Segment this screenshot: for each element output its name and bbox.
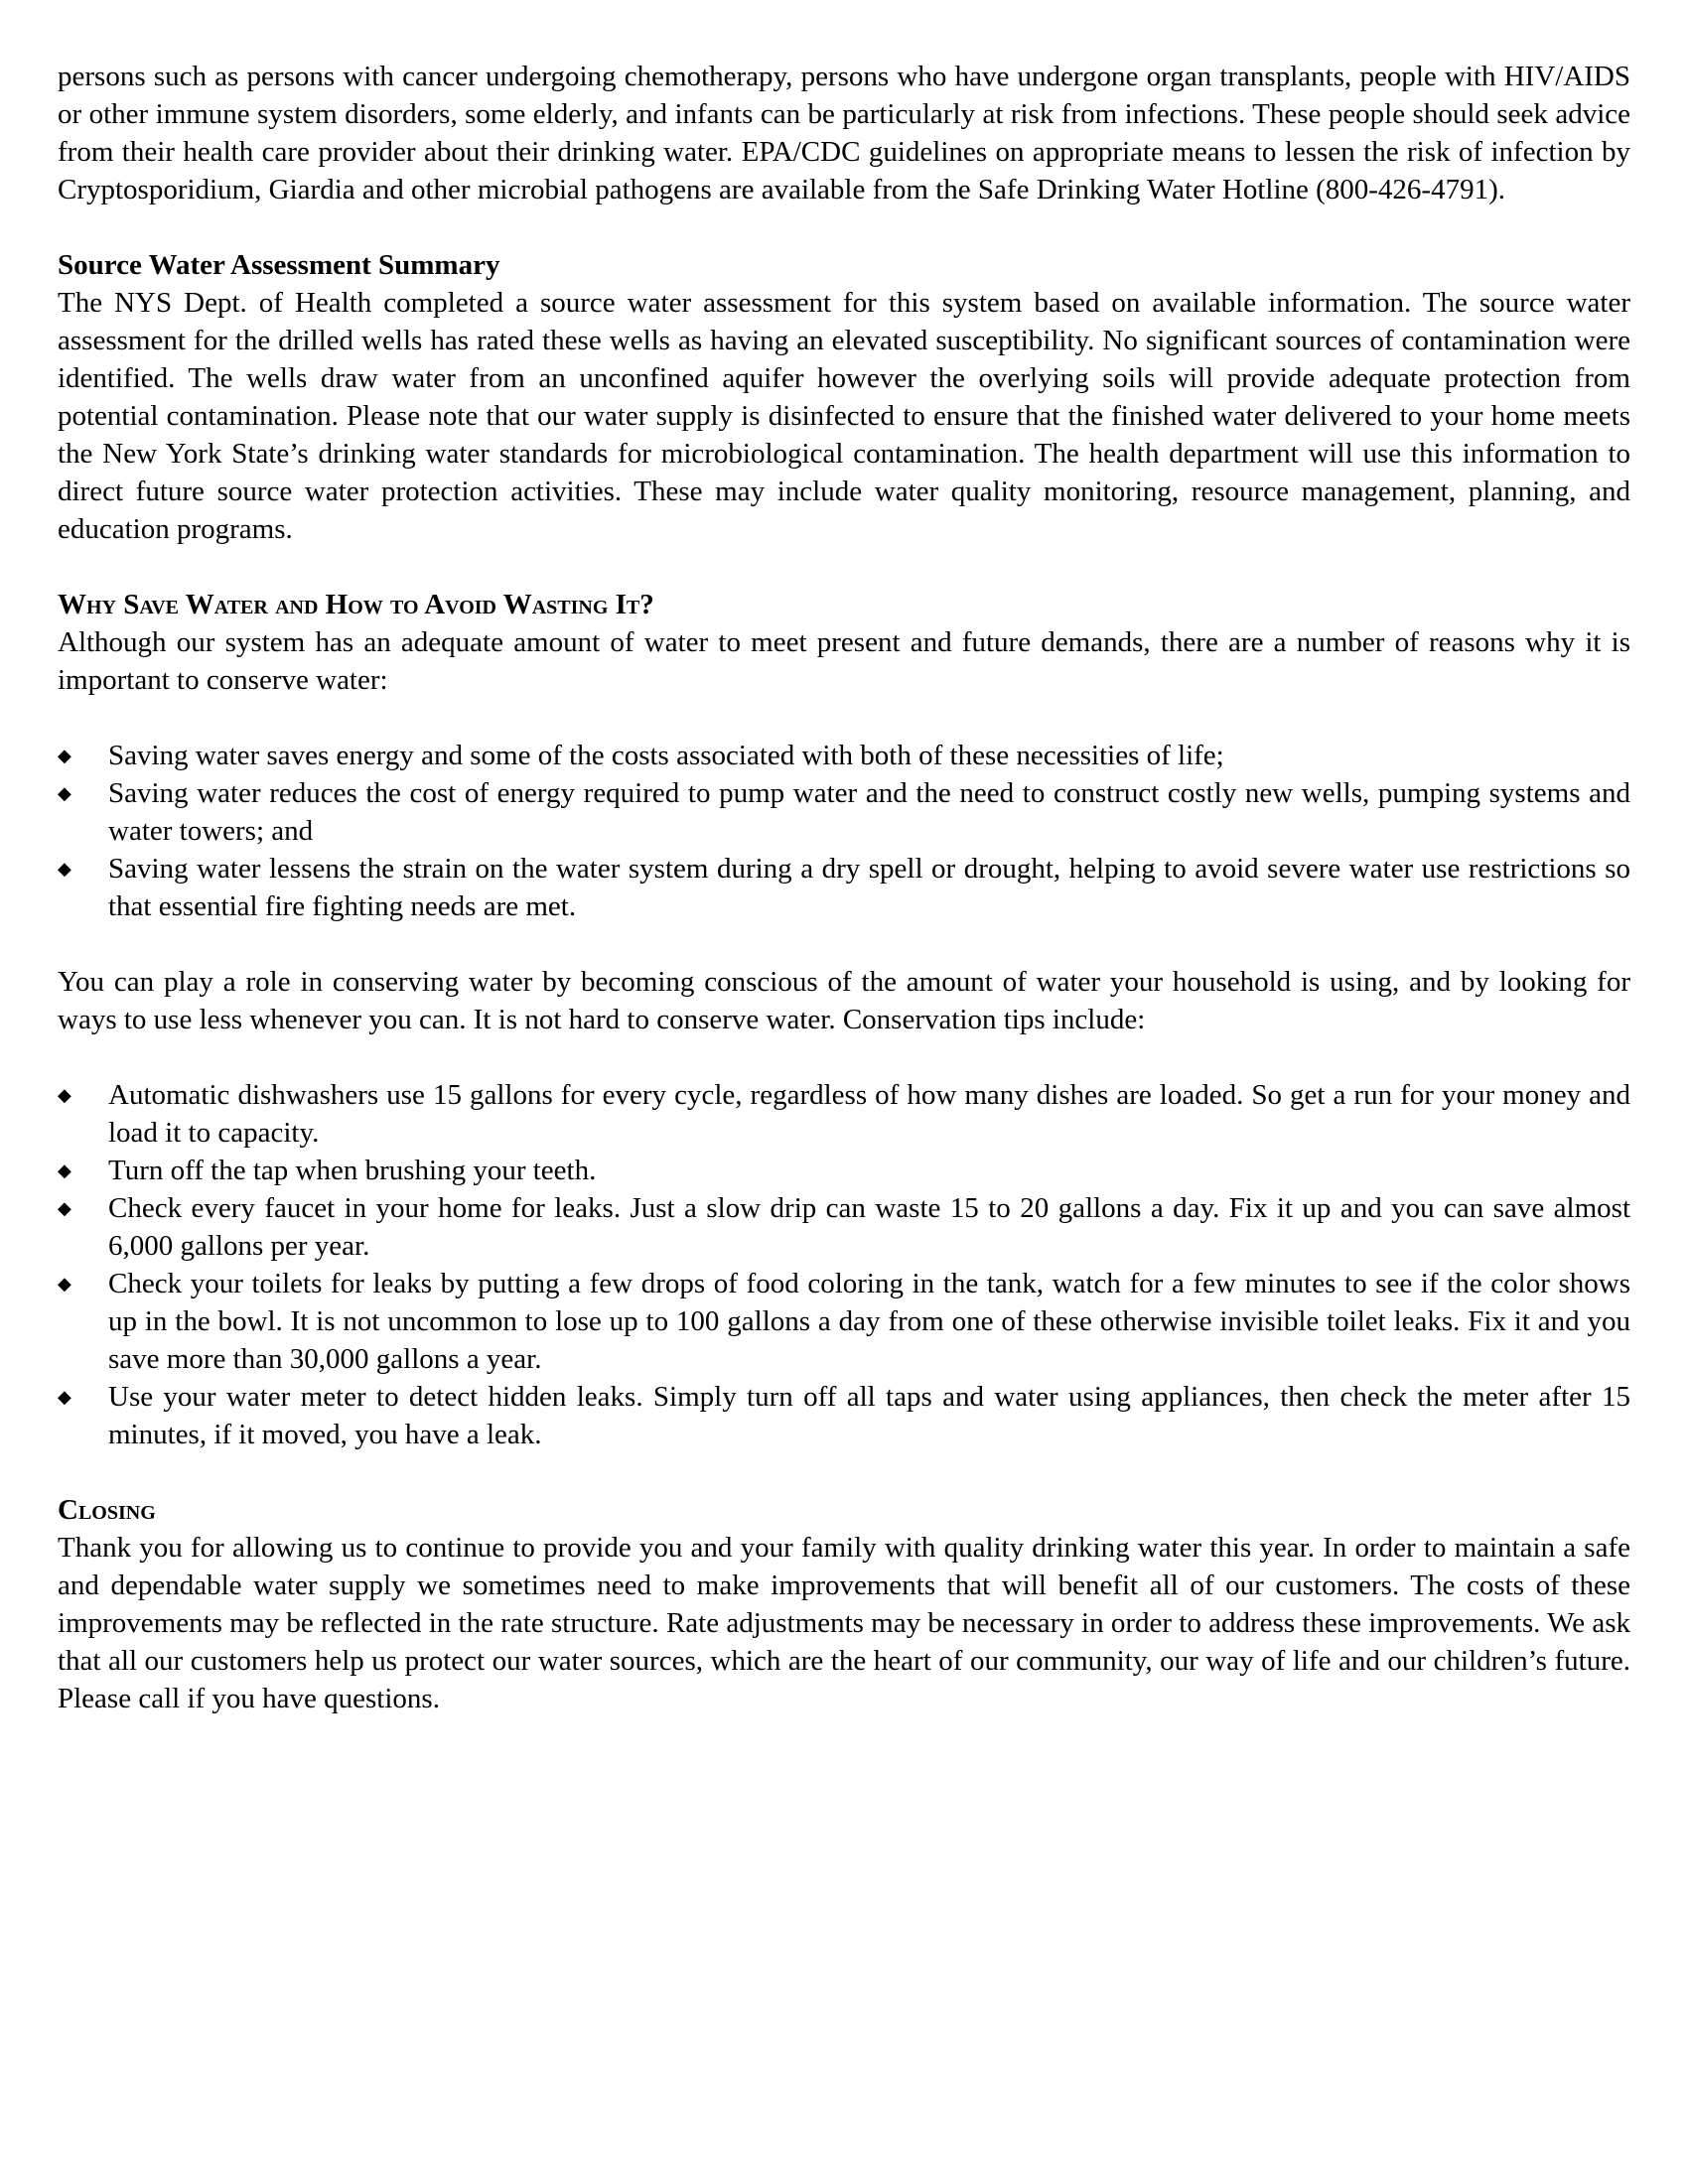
spacer	[58, 208, 1630, 246]
list-item: ◆ Saving water lessens the strain on the water system during a dry spell or drought, helping to avoid severe water use restrictions so that essential fire fighting needs are met.	[58, 850, 1630, 925]
tips-list	[58, 1076, 1630, 1453]
diamond-bullet-icon: ◆	[58, 859, 71, 879]
save-water-intro: Although our system has an adequate amount of water to meet present and future demands, there are a number of reasons why it is important to conserve water:	[58, 626, 1630, 696]
document-page	[58, 58, 1630, 1717]
spacer	[58, 1453, 1630, 1491]
diamond-bullet-icon: ◆	[58, 1160, 71, 1180]
reasons-list	[58, 737, 1630, 925]
spacer	[58, 1038, 1630, 1076]
list-item: ◆ Saving water reduces the cost of energy required to pump water and the need to construct costly new wells, pumping systems and water towers; and	[58, 774, 1630, 850]
list-item: ◆ Check every faucet in your home for leaks. Just a slow drip can waste 15 to 20 gallons a day. Fix it up and you can save almost 6,000 gallons per year.	[58, 1189, 1630, 1265]
spacer	[58, 699, 1630, 737]
spacer	[58, 548, 1630, 586]
closing-paragraph: Thank you for allowing us to continue to provide you and your family with quality drinking water this year. In order to maintain a safe and dependable water supply we sometimes need to make improvements that will benefit all of our customers. The costs of these improvements may be reflected in the rate structure. Rate adjustments may be necessary in order to address these improvements. We ask that all our customers help us protect our water sources, which are the heart of our community, our way of life and our children’s future. Please call if you have questions.	[58, 1532, 1630, 1714]
source-water-heading: Source Water Assessment Summary	[58, 249, 500, 281]
list-item: ◆ Saving water saves energy and some of the costs associated with both of these necessities of life;	[58, 737, 1630, 774]
diamond-bullet-icon: ◆	[58, 1198, 71, 1218]
list-item: ◆ Use your water meter to detect hidden leaks. Simply turn off all taps and water using appliances, then check the meter after 15 minutes, if it moved, you have a leak.	[58, 1378, 1630, 1453]
tips-intro: You can play a role in conserving water by becoming conscious of the amount of water your household is using, and by looking for ways to use less whenever you can. It is not hard to conserve water. Conservation tips include:	[58, 966, 1630, 1035]
diamond-bullet-icon: ◆	[58, 746, 71, 765]
source-water-paragraph: The NYS Dept. of Health completed a source water assessment for this system based on available information. The source water assessment for the drilled wells has rated these wells as having an elevated susceptibility. No significant sources of contamination were identified. The wells draw water from an unconfined aquifer however the overlying soils will provide adequate protection from potential contamination. Please note that our water supply is disinfected to ensure that the finished water delivered to your home meets the New York State’s drinking water standards for microbiological contamination. The health department will use this information to direct future source water protection activities. These may include water quality monitoring, resource management, planning, and education programs.	[58, 287, 1630, 545]
diamond-bullet-icon: ◆	[58, 1387, 71, 1407]
closing-heading: Closing	[58, 1494, 156, 1526]
list-item: ◆ Check your toilets for leaks by putting a few drops of food coloring in the tank, watch for a few minutes to see if the color shows up in the bowl. It is not uncommon to lose up to 100 gallons a day from one of these otherwise invisible toilet leaks. Fix it and you save more than 30,000 gallons a year.	[58, 1265, 1630, 1378]
diamond-bullet-icon: ◆	[58, 783, 71, 803]
diamond-bullet-icon: ◆	[58, 1085, 71, 1105]
list-item: ◆ Automatic dishwashers use 15 gallons for every cycle, regardless of how many dishes are loaded. So get a run for your money and load it to capacity.	[58, 1076, 1630, 1152]
save-water-heading: Why Save Water and How to Avoid Wasting It?	[58, 589, 654, 620]
intro-paragraph: persons such as persons with cancer undergoing chemotherapy, persons who have undergone organ transplants, people with HIV/AIDS or other immune system disorders, some elderly, and infants can be particularly at risk from infections. These people should seek advice from their health care provider about their drinking water. EPA/CDC guidelines on appropriate means to lessen the risk of infection by Cryptosporidium, Giardia and other microbial pathogens are available from the Safe Drinking Water Hotline (800-426-4791).	[58, 61, 1630, 205]
spacer	[58, 925, 1630, 963]
diamond-bullet-icon: ◆	[58, 1274, 71, 1294]
list-item: ◆ Turn off the tap when brushing your teeth.	[58, 1152, 1630, 1189]
